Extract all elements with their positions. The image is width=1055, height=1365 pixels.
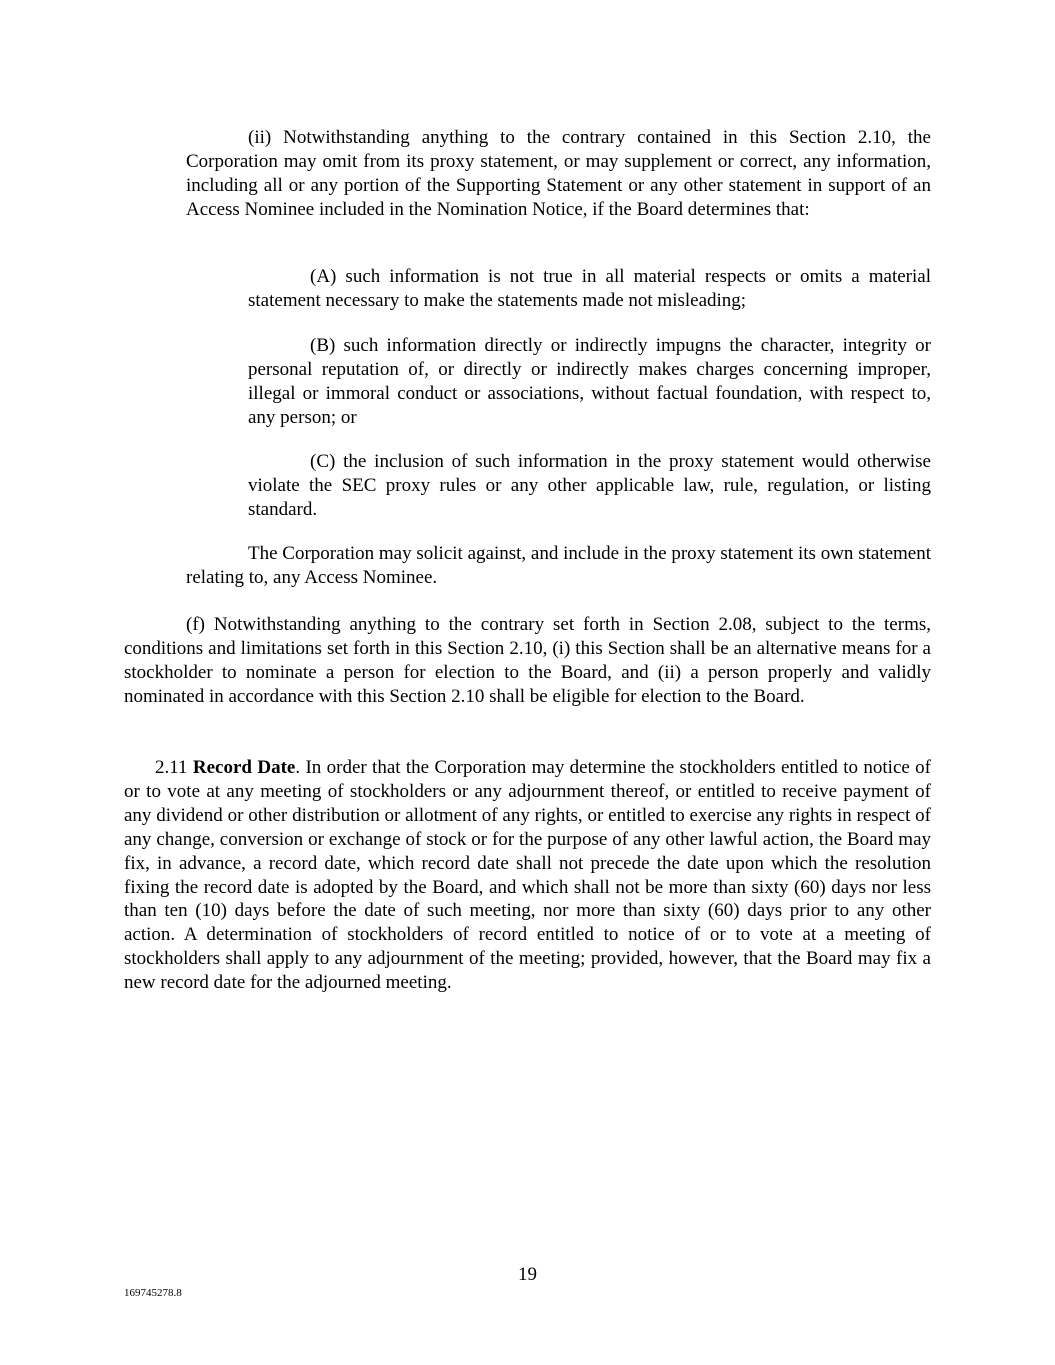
document-id: 169745278.8 — [124, 1287, 182, 1299]
section-heading: Record Date — [192, 757, 296, 778]
section-number: 2.11 — [155, 757, 188, 778]
page-number: 19 — [518, 1264, 537, 1285]
section-heading-punct: . — [295, 757, 301, 778]
paragraph-a: (A) such information is not true in all material respects or omits a material statement necessary to make the statements made not misleading; — [248, 266, 931, 311]
paragraph-solicit: The Corporation may solicit against, and include in the proxy statement its own statement relating to, any Access Nominee. — [186, 543, 931, 588]
paragraph-ii: (ii) Notwithstanding anything to the contrary contained in this Section 2.10, the Corporation may omit from its proxy statement, or may supplement or correct, any information, including all or any portion of the Supporting Statement or any other statement in support of an Access Nominee included in the Nomination Notice, if the Board determines that: — [186, 127, 931, 220]
paragraph-c: (C) the inclusion of such information in the proxy statement would otherwise violate the SEC proxy rules or any other applicable law, rule, regulation, or listing standard. — [248, 451, 931, 520]
paragraph-b: (B) such information directly or indirectly impugns the character, integrity or personal reputation of, or directly or indirectly makes charges concerning improper, illegal or immoral conduct or associations, without factual foundation, with respect to, any person; or — [248, 335, 931, 428]
paragraph-f: (f) Notwithstanding anything to the contrary set forth in Section 2.08, subject to the terms, conditions and limitations set forth in this Section 2.10, (i) this Section shall be an alternative means for a stockholder to nominate a person for election to the Board, and (ii) a person properly and validly nominated in accordance with this Section 2.10 shall be eligible for election to the Board. — [124, 614, 931, 707]
section-body: In order that the Corporation may determine the stockholders entitled to notice of or to vote at any meeting of stockholders or any adjournment thereof, or entitled to receive payment of any dividend or other distribution or allotment of any rights, or entitled to exercise any rights in respect of any change, conversion or exchange of stock or for the purpose of any other lawful action, the Board may fix, in advance, a record date, which record date shall not precede the date upon which the resolution fixing the record date is adopted by the Board, and which shall not be more than sixty (60) days nor less than ten (10) days before the date of such meeting, nor more than sixty (60) days prior to any other action. A determination of stockholders of record entitled to notice of or to vote at a meeting of stockholders shall apply to any adjournment of the meeting; provided, however, that the Board may fix a new record date for the adjourned meeting. — [124, 757, 932, 994]
section-2-11 — [124, 756, 931, 995]
